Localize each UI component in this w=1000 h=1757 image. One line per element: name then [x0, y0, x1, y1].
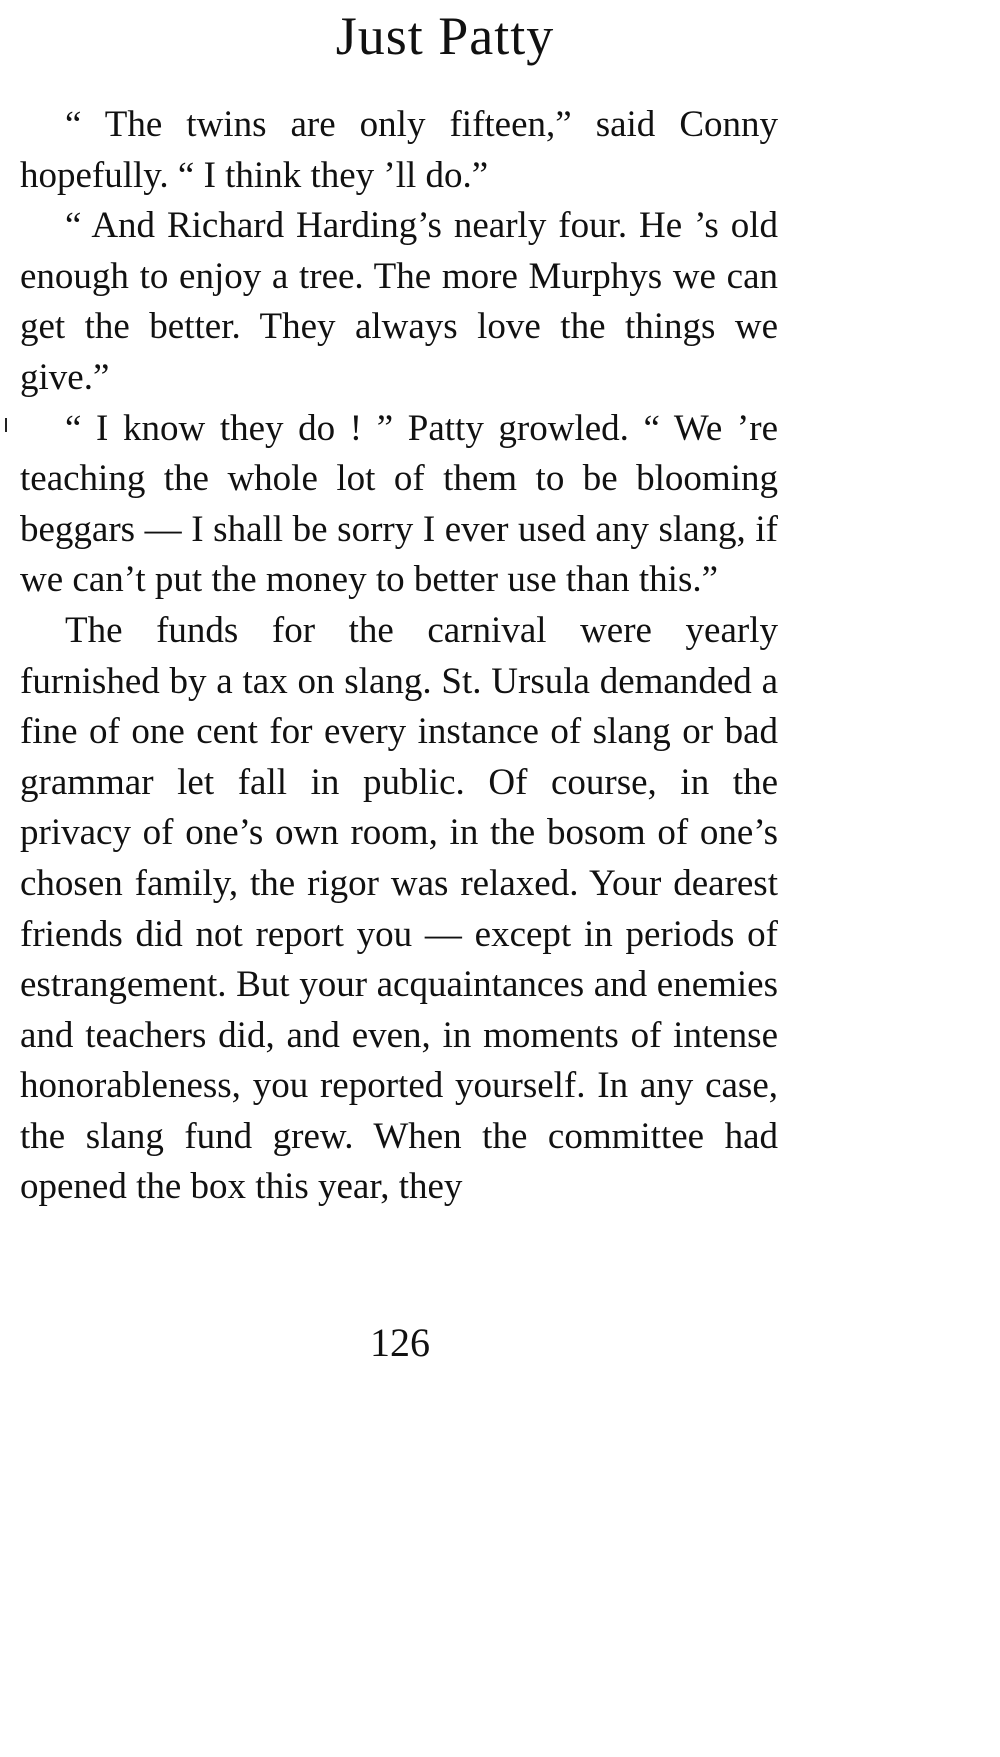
paragraph: “ I know they do ! ” Patty growled. “ We ’re teaching the whole lot of them to be blooming beggars — I shall be sorry I ever used any slang, if we can’t put the money to better use than this.”	[20, 407, 778, 601]
paragraph: “ The twins are only fifteen,” said Conny hopefully. “ I think they ’ll do.”	[20, 104, 778, 196]
paragraph: The funds for the carnival were yearly furnished by a tax on slang. St. Ursula demanded a fine of one cent for every instance of slang or bad grammar let fall in public. Of course, in the privacy of one’s own room, in the bosom of one’s chosen family, the rigor was relaxed. Your dearest friends did not report you — except in periods of estrangement. But your acquaintances and enemies and teachers did, and even, in moments of intense honorableness, you reported yourself. In any case, the slang fund grew. When the committee had opened the box this year, they	[20, 609, 778, 1208]
body-text	[20, 100, 778, 1213]
running-head: Just Patty	[335, 6, 555, 66]
margin-mark	[5, 418, 7, 432]
page-number: 126	[370, 1320, 430, 1365]
paragraph: “ And Richard Harding’s nearly four. He ’s old enough to enjoy a tree. The more Murphys we can get the better. They always love the things we give.”	[20, 205, 778, 398]
